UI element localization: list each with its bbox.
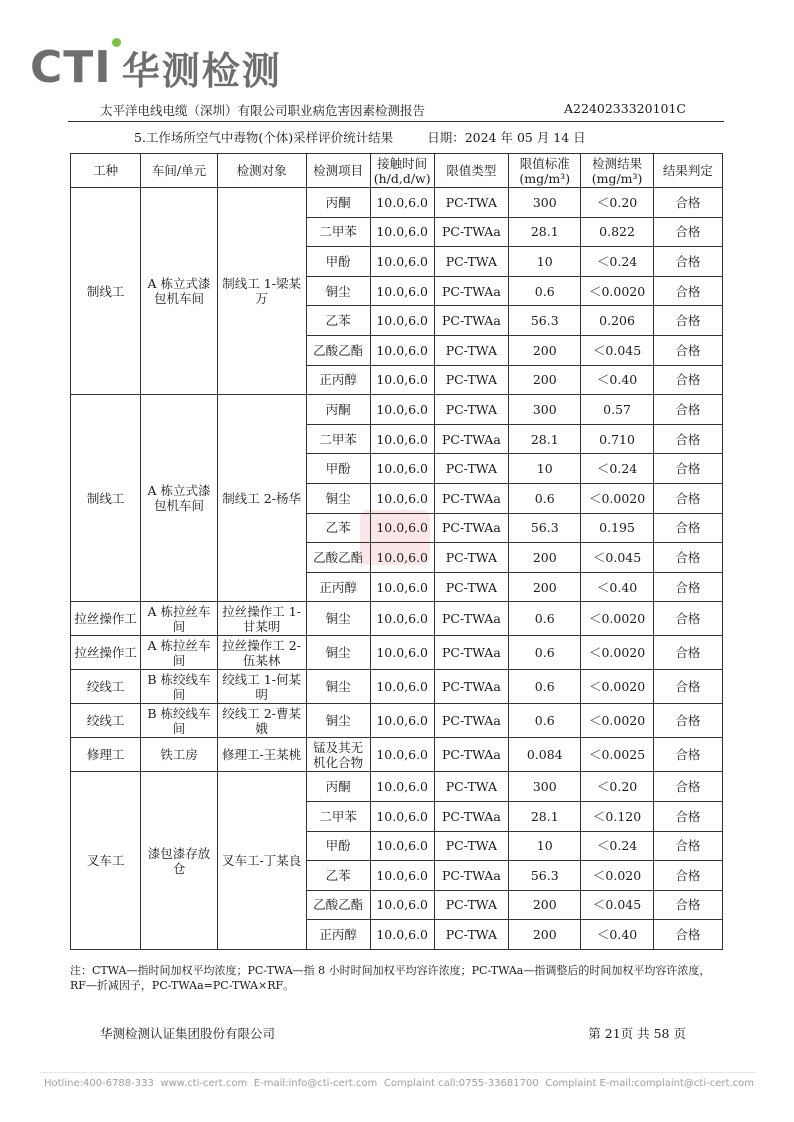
exposure-time-cell: 10.0,6.0 [370, 276, 434, 306]
contact-email: E-mail:info@cti-cert.com [253, 1078, 378, 1089]
limit-type-cell: PC-TWAa [434, 602, 508, 636]
judgement-cell: 合格 [653, 920, 722, 950]
judgement-cell: 合格 [653, 602, 722, 636]
result-value-cell: ＜0.0020 [581, 704, 653, 738]
page-footer [100, 1024, 686, 1042]
logo-brand: CTI [30, 41, 112, 93]
judgement-cell: 合格 [653, 670, 722, 704]
limit-value-cell: 56.3 [509, 306, 581, 336]
table-row [71, 738, 723, 772]
judgement-cell: 合格 [653, 276, 722, 306]
target-cell: 叉车工-丁某良 [217, 772, 306, 950]
test-item-cell: 正丙醇 [306, 920, 370, 950]
col-header: 检测项目 [306, 154, 370, 188]
exposure-time-cell: 10.0,6.0 [370, 454, 434, 484]
result-value-cell: ＜0.0020 [581, 636, 653, 670]
target-cell: 绞线工 2-曹某娥 [217, 704, 306, 738]
col-header: 工种 [71, 154, 141, 188]
exposure-time-cell: 10.0,6.0 [370, 738, 434, 772]
limit-type-cell: PC-TWA [434, 365, 508, 395]
limit-value-cell: 10 [509, 247, 581, 277]
limit-value-cell: 300 [509, 395, 581, 425]
exposure-time-cell: 10.0,6.0 [370, 365, 434, 395]
test-item-cell: 乙酸乙酯 [306, 335, 370, 365]
limit-type-cell: PC-TWA [434, 188, 508, 218]
exposure-time-cell: 10.0,6.0 [370, 247, 434, 277]
limit-type-cell: PC-TWAa [434, 738, 508, 772]
result-value-cell: ＜0.045 [581, 335, 653, 365]
judgement-cell: 合格 [653, 365, 722, 395]
judgement-cell: 合格 [653, 861, 722, 891]
test-item-cell: 锰及其无机化合物 [306, 738, 370, 772]
logo-dot-icon [112, 38, 121, 47]
test-item-cell: 二甲苯 [306, 424, 370, 454]
exposure-time-cell: 10.0,6.0 [370, 513, 434, 543]
judgement-cell: 合格 [653, 483, 722, 513]
limit-value-cell: 200 [509, 543, 581, 573]
limit-type-cell: PC-TWAa [434, 217, 508, 247]
contact-complaint-email: Complaint E-mail:complaint@cti-cert.com [545, 1078, 754, 1089]
contact-hotline: Hotline:400-6788-333 [44, 1078, 154, 1089]
result-value-cell: ＜0.0020 [581, 602, 653, 636]
exposure-time-cell: 10.0,6.0 [370, 861, 434, 891]
judgement-cell: 合格 [653, 801, 722, 831]
result-value-cell: ＜0.40 [581, 572, 653, 602]
result-value-cell: 0.206 [581, 306, 653, 336]
exposure-time-cell: 10.0,6.0 [370, 602, 434, 636]
limit-value-cell: 0.6 [509, 636, 581, 670]
footer-page-number: 第 21页 共 58 页 [588, 1026, 686, 1041]
result-value-cell: ＜0.24 [581, 831, 653, 861]
unit-cell: 漆包漆存放仓 [141, 772, 217, 950]
contact-complaint-call: Complaint call:0755-33681700 [383, 1078, 539, 1089]
limit-type-cell: PC-TWA [434, 454, 508, 484]
test-item-cell: 乙苯 [306, 306, 370, 336]
judgement-cell: 合格 [653, 636, 722, 670]
exposure-time-cell: 10.0,6.0 [370, 704, 434, 738]
target-cell: 拉丝操作工 1-甘某明 [217, 602, 306, 636]
exposure-time-cell: 10.0,6.0 [370, 188, 434, 218]
col-header: 结果判定 [653, 154, 722, 188]
report-company-title: 太平洋电线电缆（深圳）有限公司职业病危害因素检测报告 [100, 103, 426, 118]
result-value-cell: ＜0.0020 [581, 670, 653, 704]
limit-value-cell: 300 [509, 188, 581, 218]
contact-divider [40, 1072, 756, 1073]
limit-type-cell: PC-TWAa [434, 861, 508, 891]
limit-value-cell: 0.6 [509, 670, 581, 704]
report-number: A2240233320101C [564, 101, 686, 116]
limit-value-cell: 10 [509, 831, 581, 861]
limit-type-cell: PC-TWAa [434, 670, 508, 704]
limit-type-cell: PC-TWA [434, 831, 508, 861]
limit-value-cell: 0.6 [509, 704, 581, 738]
limit-value-cell: 28.1 [509, 217, 581, 247]
results-table [70, 153, 723, 950]
target-cell: 修理工-王某桃 [217, 738, 306, 772]
test-item-cell: 丙酮 [306, 188, 370, 218]
table-row [71, 602, 723, 636]
limit-type-cell: PC-TWAa [434, 704, 508, 738]
exposure-time-cell: 10.0,6.0 [370, 772, 434, 802]
exposure-time-cell: 10.0,6.0 [370, 306, 434, 336]
col-header: 检测对象 [217, 154, 306, 188]
limit-value-cell: 0.6 [509, 276, 581, 306]
test-item-cell: 乙酸乙酯 [306, 890, 370, 920]
job-cell: 绞线工 [71, 704, 141, 738]
limit-value-cell: 0.6 [509, 602, 581, 636]
result-value-cell: ＜0.24 [581, 247, 653, 277]
result-value-cell: ＜0.20 [581, 772, 653, 802]
company-logo [30, 42, 282, 92]
limit-type-cell: PC-TWA [434, 920, 508, 950]
result-value-cell: ＜0.120 [581, 801, 653, 831]
judgement-cell: 合格 [653, 217, 722, 247]
col-header: 检测结果(mg/m³) [581, 154, 653, 188]
section-date: 日期：2024 年 05 月 14 日 [427, 130, 586, 145]
exposure-time-cell: 10.0,6.0 [370, 483, 434, 513]
limit-value-cell: 200 [509, 572, 581, 602]
judgement-cell: 合格 [653, 543, 722, 573]
target-cell: 拉丝操作工 2-伍某林 [217, 636, 306, 670]
test-item-cell: 铜尘 [306, 636, 370, 670]
target-cell: 制线工 2-杨华 [217, 395, 306, 602]
test-item-cell: 丙酮 [306, 772, 370, 802]
judgement-cell: 合格 [653, 424, 722, 454]
limit-value-cell: 28.1 [509, 424, 581, 454]
limit-value-cell: 56.3 [509, 861, 581, 891]
unit-cell: A 栋拉丝车间 [141, 602, 217, 636]
result-value-cell: ＜0.045 [581, 543, 653, 573]
table-row [71, 704, 723, 738]
section-title-row [134, 128, 586, 146]
unit-cell: A 栋立式漆包机车间 [141, 188, 217, 395]
limit-value-cell: 200 [509, 890, 581, 920]
test-item-cell: 乙苯 [306, 861, 370, 891]
limit-type-cell: PC-TWAa [434, 801, 508, 831]
exposure-time-cell: 10.0,6.0 [370, 920, 434, 950]
judgement-cell: 合格 [653, 572, 722, 602]
table-row [71, 395, 723, 425]
exposure-time-cell: 10.0,6.0 [370, 831, 434, 861]
footer-company: 华测检测认证集团股份有限公司 [100, 1026, 276, 1041]
exposure-time-cell: 10.0,6.0 [370, 335, 434, 365]
judgement-cell: 合格 [653, 890, 722, 920]
unit-cell: B 栋绞线车间 [141, 670, 217, 704]
test-item-cell: 乙苯 [306, 513, 370, 543]
test-item-cell: 二甲苯 [306, 217, 370, 247]
logo-cn-name: 华测检测 [121, 48, 282, 93]
limit-value-cell: 10 [509, 454, 581, 484]
test-item-cell: 甲酚 [306, 831, 370, 861]
result-value-cell: ＜0.020 [581, 861, 653, 891]
header-divider [68, 121, 724, 122]
job-cell: 制线工 [71, 188, 141, 395]
section-title: 5.工作场所空气中毒物(个体)采样评价统计结果 [134, 130, 394, 145]
exposure-time-cell: 10.0,6.0 [370, 543, 434, 573]
job-cell: 制线工 [71, 395, 141, 602]
limit-type-cell: PC-TWA [434, 572, 508, 602]
target-cell: 制线工 1-梁某万 [217, 188, 306, 395]
col-header: 限值标准(mg/m³) [509, 154, 581, 188]
result-value-cell: ＜0.40 [581, 920, 653, 950]
limit-type-cell: PC-TWA [434, 772, 508, 802]
result-value-cell: 0.57 [581, 395, 653, 425]
table-body [71, 188, 723, 950]
test-item-cell: 丙酮 [306, 395, 370, 425]
exposure-time-cell: 10.0,6.0 [370, 670, 434, 704]
test-item-cell: 铜尘 [306, 483, 370, 513]
limit-value-cell: 0.084 [509, 738, 581, 772]
job-cell: 绞线工 [71, 670, 141, 704]
judgement-cell: 合格 [653, 454, 722, 484]
result-value-cell: ＜0.0025 [581, 738, 653, 772]
result-value-cell: 0.822 [581, 217, 653, 247]
unit-cell: A 栋立式漆包机车间 [141, 395, 217, 602]
table-row [71, 636, 723, 670]
result-value-cell: ＜0.0020 [581, 483, 653, 513]
table-note: 注：CTWA—指时间加权平均浓度；PC-TWA—指 8 小时时间加权平均容许浓度；PC-TWAa—指调整后的时间加权平均容许浓度，RF—折减因子，PC-TWAa=PC-TWA×RF。 [70, 964, 711, 992]
exposure-time-cell: 10.0,6.0 [370, 572, 434, 602]
judgement-cell: 合格 [653, 704, 722, 738]
limit-type-cell: PC-TWAa [434, 306, 508, 336]
judgement-cell: 合格 [653, 772, 722, 802]
judgement-cell: 合格 [653, 513, 722, 543]
job-cell: 拉丝操作工 [71, 636, 141, 670]
limit-type-cell: PC-TWA [434, 335, 508, 365]
test-item-cell: 铜尘 [306, 276, 370, 306]
contact-web: www.cti-cert.com [160, 1078, 248, 1089]
result-value-cell: ＜0.20 [581, 188, 653, 218]
limit-value-cell: 0.6 [509, 483, 581, 513]
limit-type-cell: PC-TWA [434, 247, 508, 277]
limit-type-cell: PC-TWA [434, 543, 508, 573]
job-cell: 叉车工 [71, 772, 141, 950]
exposure-time-cell: 10.0,6.0 [370, 801, 434, 831]
judgement-cell: 合格 [653, 335, 722, 365]
test-item-cell: 乙酸乙酯 [306, 543, 370, 573]
test-item-cell: 甲酚 [306, 247, 370, 277]
test-item-cell: 铜尘 [306, 704, 370, 738]
limit-type-cell: PC-TWA [434, 395, 508, 425]
table-row [71, 772, 723, 802]
result-value-cell: ＜0.045 [581, 890, 653, 920]
judgement-cell: 合格 [653, 306, 722, 336]
test-item-cell: 正丙醇 [306, 365, 370, 395]
exposure-time-cell: 10.0,6.0 [370, 890, 434, 920]
result-value-cell: ＜0.0020 [581, 276, 653, 306]
result-value-cell: 0.710 [581, 424, 653, 454]
judgement-cell: 合格 [653, 247, 722, 277]
limit-value-cell: 56.3 [509, 513, 581, 543]
limit-value-cell: 200 [509, 920, 581, 950]
judgement-cell: 合格 [653, 738, 722, 772]
unit-cell: B 栋绞线车间 [141, 704, 217, 738]
col-header: 车间/单元 [141, 154, 217, 188]
judgement-cell: 合格 [653, 831, 722, 861]
unit-cell: 铁工房 [141, 738, 217, 772]
job-cell: 拉丝操作工 [71, 602, 141, 636]
exposure-time-cell: 10.0,6.0 [370, 636, 434, 670]
result-value-cell: 0.195 [581, 513, 653, 543]
target-cell: 绞线工 1-何某明 [217, 670, 306, 704]
table-header-row [71, 154, 723, 188]
limit-value-cell: 300 [509, 772, 581, 802]
limit-value-cell: 200 [509, 365, 581, 395]
judgement-cell: 合格 [653, 188, 722, 218]
unit-cell: A 栋拉丝车间 [141, 636, 217, 670]
exposure-time-cell: 10.0,6.0 [370, 424, 434, 454]
report-header [100, 101, 686, 119]
exposure-time-cell: 10.0,6.0 [370, 395, 434, 425]
limit-type-cell: PC-TWAa [434, 424, 508, 454]
limit-type-cell: PC-TWAa [434, 483, 508, 513]
test-item-cell: 正丙醇 [306, 572, 370, 602]
limit-type-cell: PC-TWAa [434, 276, 508, 306]
test-item-cell: 二甲苯 [306, 801, 370, 831]
limit-type-cell: PC-TWAa [434, 636, 508, 670]
limit-type-cell: PC-TWA [434, 890, 508, 920]
test-item-cell: 铜尘 [306, 670, 370, 704]
test-item-cell: 甲酚 [306, 454, 370, 484]
contact-bar [44, 1078, 754, 1089]
table-row [71, 188, 723, 218]
col-header: 限值类型 [434, 154, 508, 188]
judgement-cell: 合格 [653, 395, 722, 425]
table-row [71, 670, 723, 704]
limit-value-cell: 28.1 [509, 801, 581, 831]
limit-value-cell: 200 [509, 335, 581, 365]
job-cell: 修理工 [71, 738, 141, 772]
result-value-cell: ＜0.40 [581, 365, 653, 395]
test-item-cell: 铜尘 [306, 602, 370, 636]
col-header: 接触时间(h/d,d/w) [370, 154, 434, 188]
exposure-time-cell: 10.0,6.0 [370, 217, 434, 247]
limit-type-cell: PC-TWAa [434, 513, 508, 543]
result-value-cell: ＜0.24 [581, 454, 653, 484]
